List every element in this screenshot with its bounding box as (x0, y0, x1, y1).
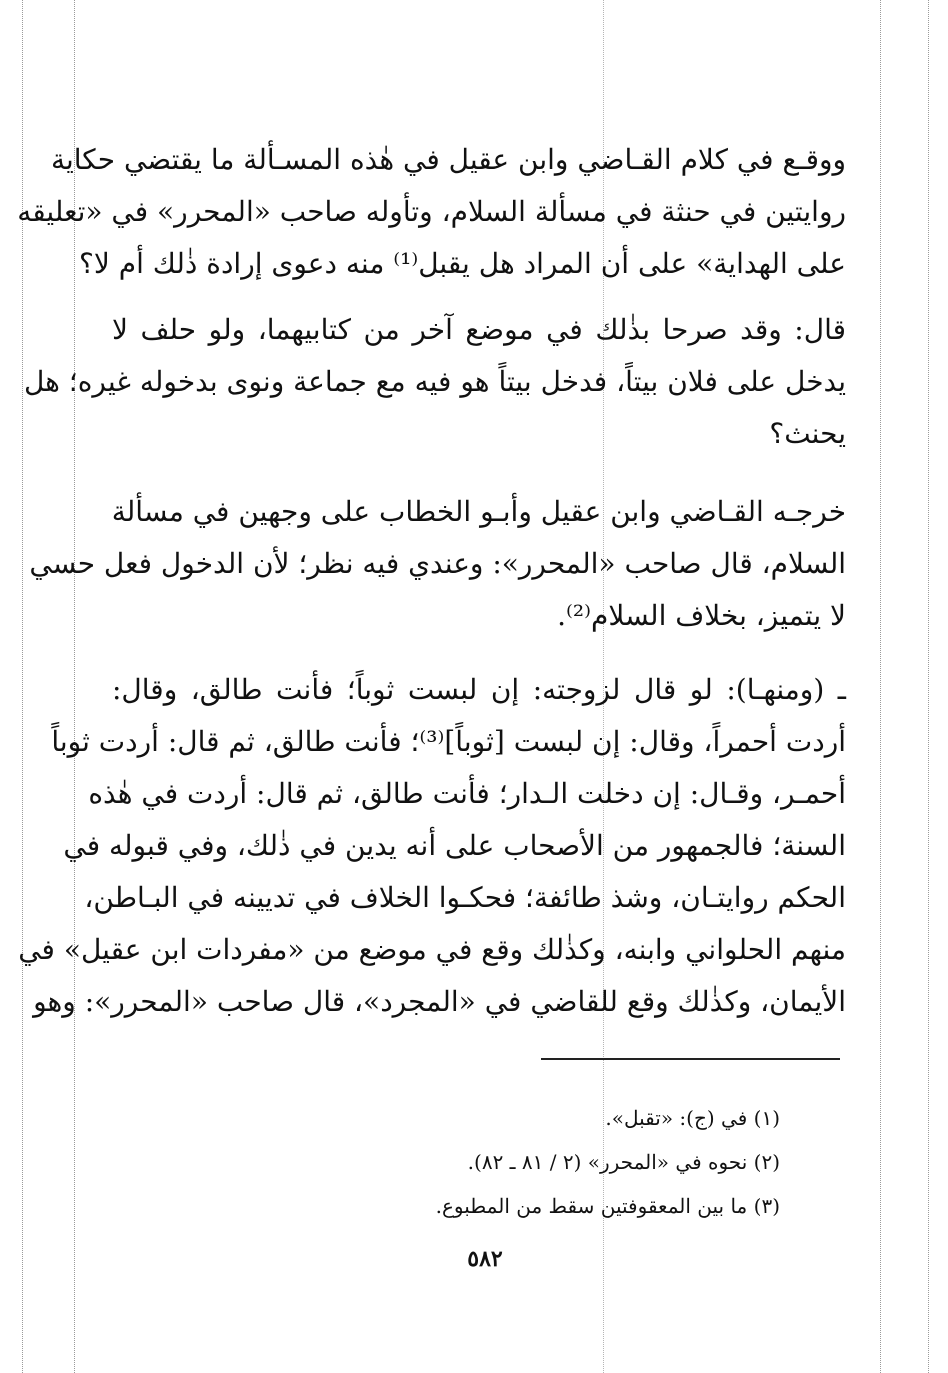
text-line: الحكم روايتـان، وشذ طائفة؛ فحكـوا الخلاف في تديينه في البـاطن، (84, 881, 846, 914)
text-line: السلام، قال صاحب «المحرر»: وعندي فيه نظر؛ لأن الدخول فعل حسي (29, 547, 846, 580)
text-line: لا يتميز، بخلاف السلام⁽²⁾. (557, 599, 846, 632)
text-line: روايتين في حنثة في مسألة السلام، وتأوله صاحب «المحرر» في «تعليقه (17, 195, 846, 228)
text-line: قال: وقد صرحا بذٰلك في موضع آخر من كتابيهما، ولو حلف لا (112, 313, 846, 346)
text-line: السنة؛ فالجمهور من الأصحاب على أنه يدين في ذٰلك، وفي قبوله في (63, 829, 846, 862)
text-line: يدخل على فلان بيتاً، فدخل بيتاً هو فيه مع جماعة ونوى بدخوله غيره؛ هل (23, 365, 846, 398)
text-line: الأيمان، وكذٰلك وقع للقاضي في «المجرد»، قال صاحب «المحرر»: وهو (33, 985, 846, 1018)
text-line: على الهداية» على أن المراد هل يقبل⁽¹⁾ منه دعوى إرادة ذٰلك أم لا؟ (79, 247, 846, 280)
footnote-1: (١) في (ج): «تقبل». (605, 1106, 780, 1130)
footnote-3: (٣) ما بين المعقوفتين سقط من المطبوع. (435, 1194, 780, 1218)
footnotes (300, 1096, 780, 1228)
paragraph-3 (29, 486, 846, 642)
text-line: خرجـه القـاضي وابن عقيل وأبـو الخطاب على وجهين في مسألة (111, 495, 846, 528)
footnote-2: (٢) نحوه في «المحرر» (٢ / ٨١ ـ ٨٢). (467, 1150, 780, 1174)
scan-guide-line (928, 0, 929, 1373)
text-line: أردت أحمراً، وقال: إن لبست [ثوباً]⁽³⁾؛ فأنت طالق، ثم قال: أردت ثوباً (51, 725, 846, 758)
text-line: ووقـع في كلام القـاضي وابن عقيل في هٰذه المسـألة ما يقتضي حكاية (50, 143, 846, 176)
text-line: أحمـر، وقـال: إن دخلت الـدار؛ فأنت طالق، ثم قال: أردت في هٰذه (88, 777, 846, 810)
footnote-separator (541, 1058, 840, 1060)
text-line: منهم الحلواني وابنه، وكذٰلك وقع في موضع من «مفردات ابن عقيل» في (18, 933, 846, 966)
paragraph-1 (17, 134, 846, 290)
text-line: ـ (ومنهـا): لو قال لزوجته: إن لبست ثوباً؛ فأنت طالق، وقال: (112, 673, 846, 706)
paragraph-2 (23, 304, 846, 460)
text-line: يحنث؟ (769, 417, 846, 450)
scan-guide-line (880, 0, 881, 1373)
page-number: ٥٨٢ (467, 1246, 503, 1272)
paragraph-4 (18, 664, 846, 1028)
